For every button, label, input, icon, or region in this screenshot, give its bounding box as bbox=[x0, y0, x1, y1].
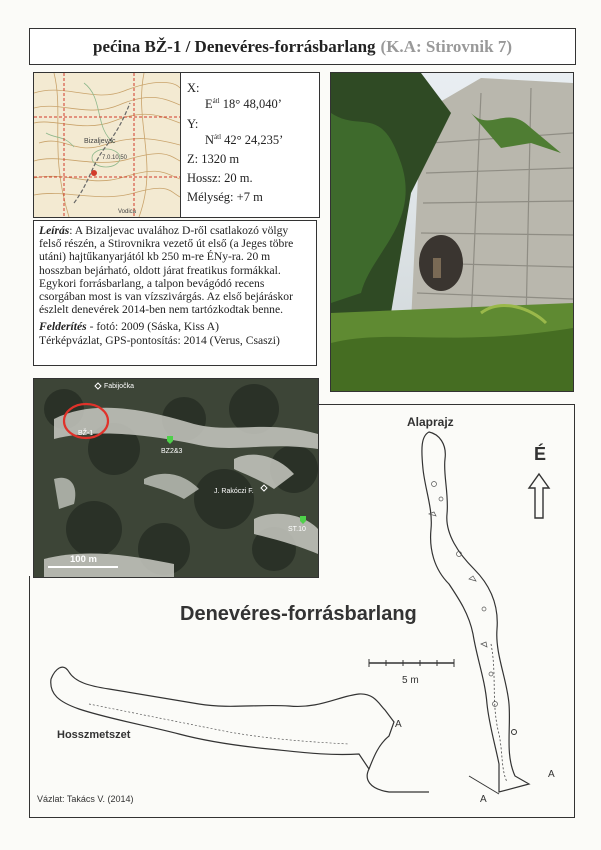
coord-x-label: X: bbox=[187, 81, 200, 95]
survey-text: Térképvázlat, GPS-pontosítás: 2014 (Verus, Csaszi) bbox=[39, 333, 280, 347]
description-text: Leírás: A Bizaljevac uvalához D-ről csatlakozó völgy felső részén, a Stirovnikra vezető út első (a Jeges töbre utáni) hajtűkanyarjától kb 250 m-re ÉNy-ra. 20 m hosszban bejárható, oldott járat freatikus formákkal. Egykori forrásbarlang, a talpon bevágódó recens csorgában most is van vízszivárgás. Az első bejáráskor észlelt denevérek 2014-ben nem tartózkodtak benne. bbox=[39, 224, 294, 317]
coord-y-value: $N^{átl}$ 42° 24,235’ bbox=[205, 133, 284, 148]
cave-survey-drawing bbox=[29, 404, 574, 817]
altitude: Z: 1320 m bbox=[187, 152, 240, 166]
topomap-label: Bizaljevac bbox=[84, 138, 116, 145]
section-marker: A bbox=[548, 769, 555, 780]
north-label: É bbox=[534, 444, 547, 464]
satellite-scale: 100 m bbox=[70, 554, 97, 565]
topographic-map bbox=[33, 72, 181, 218]
cave-entrance-photo bbox=[330, 72, 574, 392]
satellite-label: J. Rakóczi F. bbox=[214, 488, 254, 495]
coord-y-label: Y: bbox=[187, 117, 199, 131]
cave-depth: Mélység: +7 m bbox=[187, 190, 263, 204]
north-arrow-icon bbox=[529, 474, 549, 518]
cave-name: Denevéres-forrásbarlang bbox=[180, 603, 417, 625]
section-marker: A bbox=[480, 794, 487, 805]
coordinates-box bbox=[180, 72, 320, 218]
scale-bar bbox=[369, 659, 454, 667]
satellite-label: BZ2&3 bbox=[161, 448, 183, 455]
cave-length: Hossz: 20 m. bbox=[187, 171, 253, 185]
scale-label: 5 m bbox=[402, 675, 419, 686]
description-box bbox=[33, 220, 317, 366]
satellite-label: BŽ-1 bbox=[78, 430, 94, 437]
title-box bbox=[29, 28, 576, 65]
satellite-label: ST.10 bbox=[288, 526, 306, 533]
topomap-label: 7.0.10.50 bbox=[102, 155, 128, 161]
topomap-label: Vodica bbox=[118, 209, 137, 215]
plan-label: Alaprajz bbox=[407, 415, 454, 429]
page-subtitle: (K.A: Stirovnik 7) bbox=[380, 36, 512, 56]
author-credit: Vázlat: Takács V. (2014) bbox=[37, 794, 134, 804]
page-title: pećina BŽ-1 / Denevéres-forrásbarlang bbox=[93, 36, 376, 56]
coord-x-value: $E^{átl}$ 18° 48,040’ bbox=[205, 97, 282, 112]
profile-label: Hosszmetszet bbox=[57, 729, 131, 741]
exploration-text: Felderítés - fotó: 2009 (Sáska, Kiss A) bbox=[39, 320, 220, 334]
satellite-label: Fabijočka bbox=[104, 383, 134, 390]
section-marker: A bbox=[395, 719, 402, 730]
